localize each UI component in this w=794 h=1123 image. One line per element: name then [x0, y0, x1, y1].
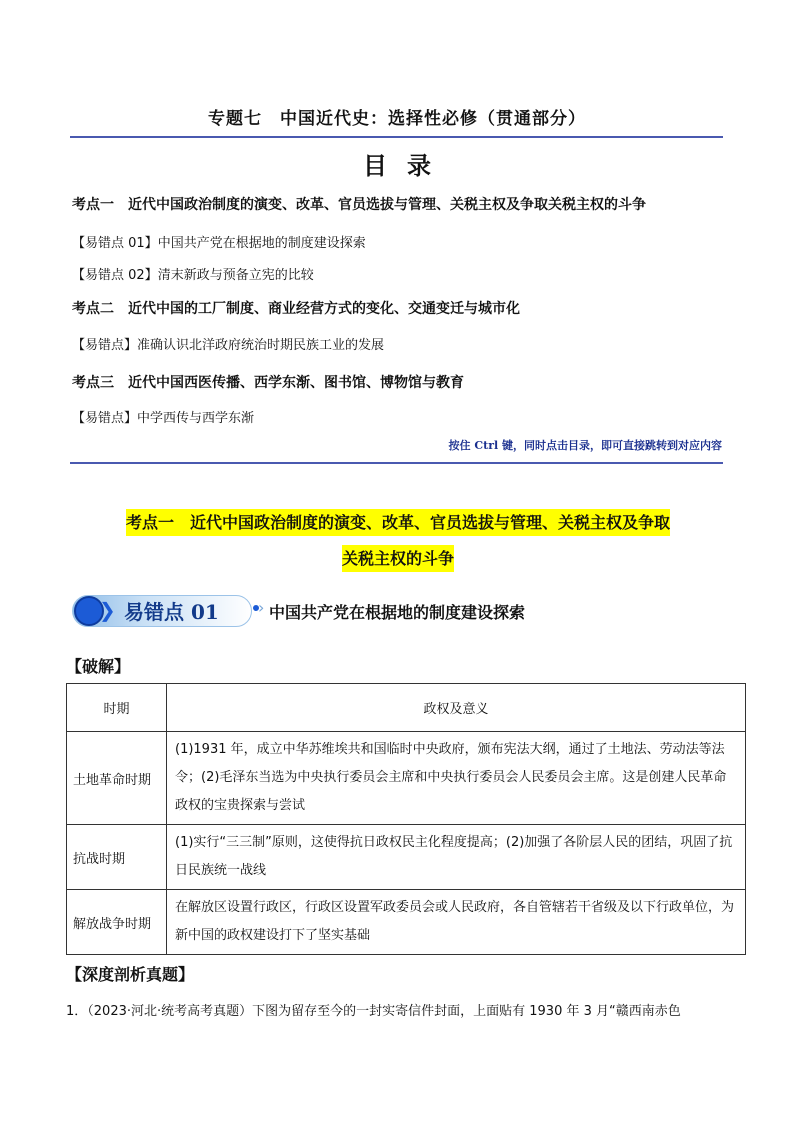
table-cell-period: 解放战争时期: [67, 890, 167, 955]
toc-section-title: 近代中国西医传播、西学东渐、图书馆、博物馆与教育: [128, 375, 464, 391]
table-row: [67, 825, 746, 890]
toc-item-text: 中国共产党在根据地的制度建设探索: [157, 236, 366, 251]
toc-item-3-1[interactable]: [72, 407, 254, 426]
analysis-label: 【深度剖析真题】: [66, 965, 195, 984]
toc-section-1[interactable]: [72, 194, 646, 214]
table-header-period: 时期: [67, 684, 167, 732]
toc-item-text: 准确认识北洋政府统治时期民族工业的发展: [137, 338, 385, 353]
period-table: [66, 683, 746, 955]
toc-item-tag: 【易错点】: [72, 338, 138, 353]
toc-item-text: 清末新政与预备立宪的比较: [157, 268, 314, 283]
toc-section-label: 考点二: [72, 301, 114, 317]
toc-section-title: 近代中国政治制度的演变、改革、官员选拔与管理、关税主权及争取关税主权的斗争: [128, 197, 646, 213]
badge-label: 易错点 01: [124, 600, 219, 624]
table-cell-content: (1)实行“三三制”原则，这使得抗日政权民主化程度提高；(2)加强了各阶层人民的团结，巩固了抗日民族统一战线: [167, 825, 746, 890]
section-heading: [74, 505, 722, 577]
table-cell-period: 土地革命时期: [67, 732, 167, 825]
toc-section-2[interactable]: [72, 298, 520, 318]
question-1: 1．（2023·河北·统考高考真题）下图为留存至今的一封实寄信件封面，上面贴有 1930 年 3 月“赣西南赤色: [66, 1004, 681, 1019]
toc-navigation-hint: 按住 Ctrl 键，同时点击目录，即可直接跳转到对应内容: [448, 439, 722, 452]
table-row: [67, 890, 746, 955]
pojie-label: 【破解】: [66, 657, 131, 676]
document-title: 专题七 中国近代史：选择性必修（贯通部分）: [208, 109, 586, 129]
section-heading-line-1: 考点一 近代中国政治制度的演变、改革、官员选拔与管理、关税主权及争取: [126, 509, 670, 536]
error-point-title: 中国共产党在根据地的制度建设探索: [269, 603, 526, 622]
toc-bottom-rule: [70, 462, 723, 464]
toc-item-1-1[interactable]: [72, 232, 366, 251]
table-cell-content: (1)1931 年，成立中华苏维埃共和国临时中央政府，颁布宪法大纲，通过了土地法、劳动法等法令；(2)毛泽东当选为中央执行委员会主席和中央执行委员会人民委员会主席。这是创建人民革命政权的宝贵探索与尝试: [167, 732, 746, 825]
table-cell-content: 在解放区设置行政区，行政区设置军政委员会或人民政府，各自管辖若干省级及以下行政单位，为新中国的政权建设打下了坚实基础: [167, 890, 746, 955]
toc-item-tag: 【易错点 02】: [72, 268, 158, 283]
arrow-right-icon: ›: [258, 598, 265, 617]
toc-heading: 目录: [363, 152, 451, 180]
table-header-row: [67, 684, 746, 732]
toc-item-text: 中学西传与西学东渐: [137, 411, 255, 426]
toc-section-label: 考点三: [72, 375, 114, 391]
toc-item-1-2[interactable]: [72, 264, 314, 283]
toc-section-3[interactable]: [72, 372, 464, 392]
table-cell-period: 抗战时期: [67, 825, 167, 890]
title-underline: [70, 136, 723, 138]
table-header-content: 政权及意义: [167, 684, 746, 732]
chevron-right-icon: ❯: [99, 598, 116, 622]
toc-section-label: 考点一: [72, 197, 114, 213]
section-heading-line-2: 关税主权的斗争: [342, 545, 454, 572]
table-row: [67, 732, 746, 825]
error-point-badge: [72, 593, 264, 627]
toc-item-tag: 【易错点 01】: [72, 236, 158, 251]
toc-section-title: 近代中国的工厂制度、商业经营方式的变化、交通变迁与城市化: [128, 301, 520, 317]
toc-item-tag: 【易错点】: [72, 411, 138, 426]
toc-item-2-1[interactable]: [72, 334, 384, 353]
